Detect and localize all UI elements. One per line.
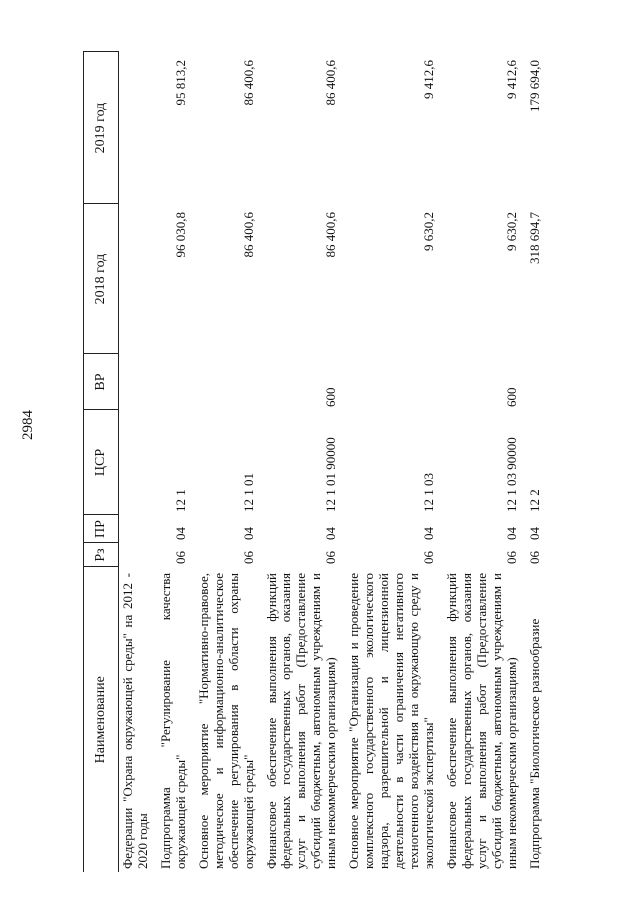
row-name: Финансовое обеспечение выполнения функций федеральных государственных органов, оказания услуг и выполнения работ (Предоставление субсидий бюджетным, автономным учреждениям и иным некоммерческим организациям) <box>263 573 339 869</box>
table-row <box>193 52 261 872</box>
row-2018: 86 400,6 <box>240 212 256 258</box>
row-2019: 179 694,0 <box>526 60 542 112</box>
header-2018: 2018 год <box>84 204 119 354</box>
row-name: Подпрограмма "Регулирование качества окружающей среды" <box>157 573 188 869</box>
row-rz: 06 <box>526 551 542 564</box>
row-csr: 12 1 <box>172 489 188 512</box>
row-pr <box>119 515 155 543</box>
header-vr: ВР <box>84 354 119 410</box>
row-csr: 12 1 01 90000 <box>323 437 339 512</box>
row-csr: 12 2 <box>526 489 542 512</box>
row-2019: 86 400,6 <box>323 60 339 106</box>
row-2019: 9 412,6 <box>420 60 436 99</box>
row-csr <box>119 410 155 515</box>
row-vr <box>343 354 441 410</box>
row-rz: 06 <box>240 551 256 564</box>
row-2018: 86 400,6 <box>323 212 339 258</box>
budget-table <box>83 52 546 873</box>
header-name: Наименование <box>84 567 119 872</box>
table-row <box>343 52 441 872</box>
row-vr: 600 <box>323 387 339 407</box>
page-number: 2984 <box>20 410 36 440</box>
row-pr: 04 <box>503 527 519 540</box>
table-row <box>524 52 547 872</box>
row-pr: 04 <box>323 527 339 540</box>
table-header-row <box>84 52 119 872</box>
header-csr: ЦСР <box>84 410 119 515</box>
row-2018 <box>119 204 155 354</box>
row-pr: 04 <box>240 527 256 540</box>
row-name: Федерации "Охрана окружающей среды" на 2012 - 2020 годы <box>120 573 150 869</box>
row-vr <box>524 354 547 410</box>
row-2018: 9 630,2 <box>503 212 519 251</box>
row-rz <box>119 543 155 567</box>
row-2018: 318 694,7 <box>526 212 542 264</box>
table-row <box>155 52 193 872</box>
row-vr <box>155 354 193 410</box>
row-rz: 06 <box>323 551 339 564</box>
row-name: Подпрограмма "Биологическое разнообразие <box>526 618 542 869</box>
row-name: Основное мероприятие "Нормативно-правовое, методическое и информационно-аналитическое обеспечение регулирования в области охраны окружающей среды" <box>195 573 256 869</box>
row-2018: 9 630,2 <box>420 212 436 251</box>
row-rz: 06 <box>503 551 519 564</box>
row-csr: 12 1 01 <box>240 473 256 512</box>
row-pr: 04 <box>420 527 436 540</box>
table-row <box>441 52 524 872</box>
row-pr: 04 <box>172 527 188 540</box>
header-rz: Рз <box>84 543 119 567</box>
row-2019: 95 813,2 <box>172 60 188 106</box>
row-2019: 86 400,6 <box>240 60 256 106</box>
row-csr: 12 1 03 <box>420 473 436 512</box>
row-name: Основное мероприятие "Организация и проведение комплексного государственного экологического надзора, разрешительной и лицензионной деятельности в части ограничения негативного техногенного воздействия на окружающую среду и экологической экспертизы" <box>346 573 436 869</box>
row-pr: 04 <box>526 527 542 540</box>
header-2019: 2019 год <box>84 52 119 204</box>
table-row <box>119 52 155 872</box>
row-2018: 96 030,8 <box>172 212 188 258</box>
row-2019 <box>119 52 155 204</box>
row-rz: 06 <box>172 551 188 564</box>
rotated-page-content <box>83 52 623 872</box>
row-vr <box>193 354 261 410</box>
table-row <box>261 52 344 872</box>
row-vr: 600 <box>503 387 519 407</box>
row-rz: 06 <box>420 551 436 564</box>
row-vr <box>119 354 155 410</box>
header-pr: ПР <box>84 515 119 543</box>
row-name: Финансовое обеспечение выполнения функций федеральных государственных органов, оказания услуг и выполнения работ (Предоставление субсидий бюджетным, автономным учреждениям и иным некоммерческим организациям) <box>443 573 519 869</box>
row-2019: 9 412,6 <box>503 60 519 99</box>
row-csr: 12 1 03 90000 <box>503 437 519 512</box>
